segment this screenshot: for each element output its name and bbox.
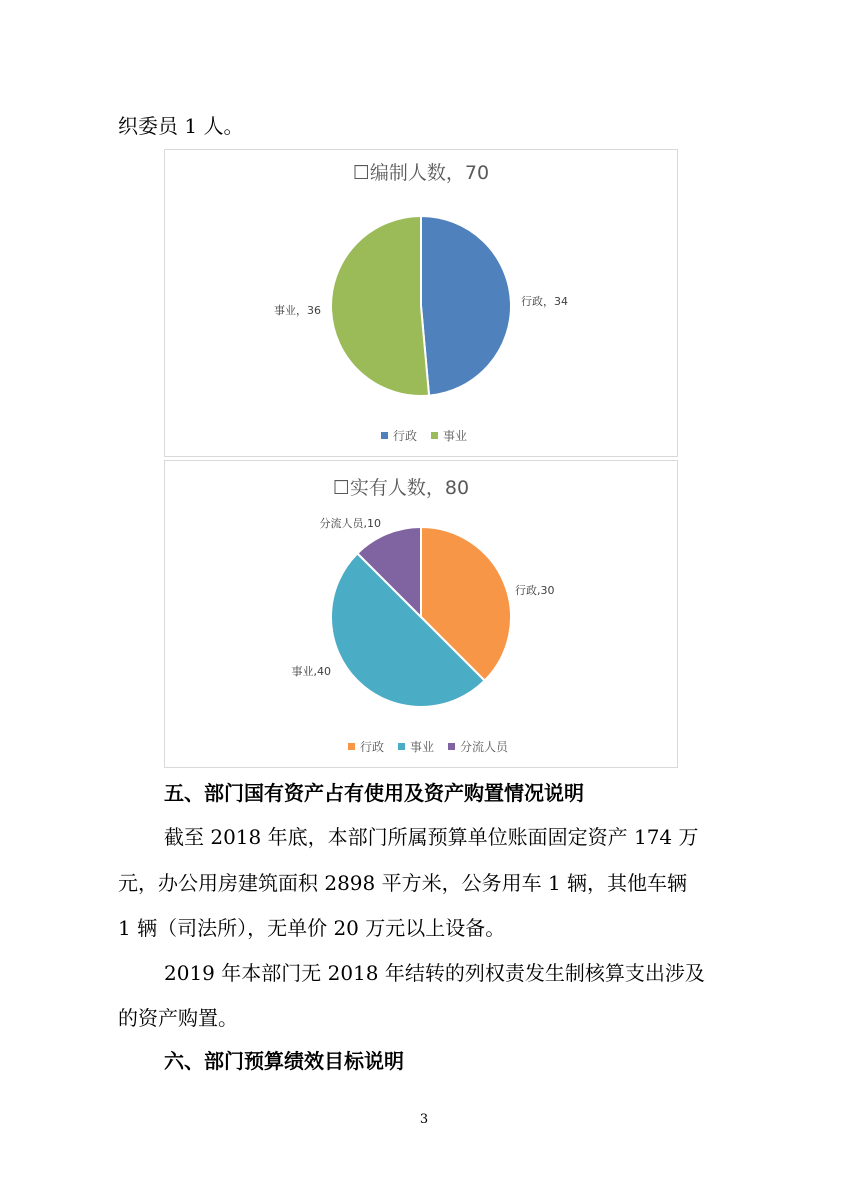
section-5-line-5: 的资产购置。: [118, 1006, 238, 1030]
chart-2-legend-diverted: 分流人员: [460, 740, 509, 754]
chart-staffing-quota: [164, 149, 678, 457]
chart-2-legend-swatch-public: [398, 743, 405, 750]
chart-1-legend-public: 事业: [443, 429, 468, 443]
chart-2-title: ☐实有人数，80: [332, 477, 470, 499]
section-5-line-1: 截至 2018 年底，本部门所属预算单位账面固定资产 174 万: [164, 825, 699, 849]
chart-2-legend-swatch-admin: [348, 743, 355, 750]
chart-1-legend-swatch-admin: [381, 432, 388, 439]
chart-1-legend: [381, 428, 467, 443]
section-6-heading: 六、部门预算绩效目标说明: [164, 1049, 404, 1073]
chart-1-slice-0: [421, 216, 511, 396]
chart-2-label-public: 事业,40: [291, 665, 331, 678]
section-5-line-2: 元，办公用房建筑面积 2898 平方米，公务用车 1 辆，其他车辆: [118, 871, 688, 895]
chart-2-legend-public: 事业: [410, 740, 435, 754]
pie-chart-1-svg: [165, 150, 677, 456]
page-number: 3: [419, 1112, 429, 1127]
chart-actual-staff: [164, 460, 678, 768]
chart-2-legend-swatch-diverted: [448, 743, 455, 750]
chart-1-slice-1: [331, 216, 429, 396]
chart-1-title: ☐编制人数，70: [352, 162, 490, 184]
chart-1-label-public: 事业，36: [274, 304, 321, 317]
pie-chart-2-svg: [165, 461, 677, 767]
chart-2-legend-admin: 行政: [360, 740, 385, 754]
chart-1-legend-swatch-public: [431, 432, 438, 439]
intro-tail-text: 织委员 1 人。: [118, 114, 244, 138]
section-5-line-3: 1 辆（司法所），无单价 20 万元以上设备。: [118, 916, 506, 940]
section-5-line-4: 2019 年本部门无 2018 年结转的列权责发生制核算支出涉及: [164, 961, 705, 985]
chart-1-legend-admin: 行政: [393, 429, 418, 443]
chart-2-label-diverted: 分流人员,10: [319, 517, 381, 530]
chart-2-label-admin: 行政,30: [515, 584, 555, 597]
section-5-heading: 五、部门国有资产占有使用及资产购置情况说明: [164, 781, 584, 805]
chart-1-label-admin: 行政，34: [521, 295, 568, 308]
chart-2-legend: [348, 739, 509, 754]
